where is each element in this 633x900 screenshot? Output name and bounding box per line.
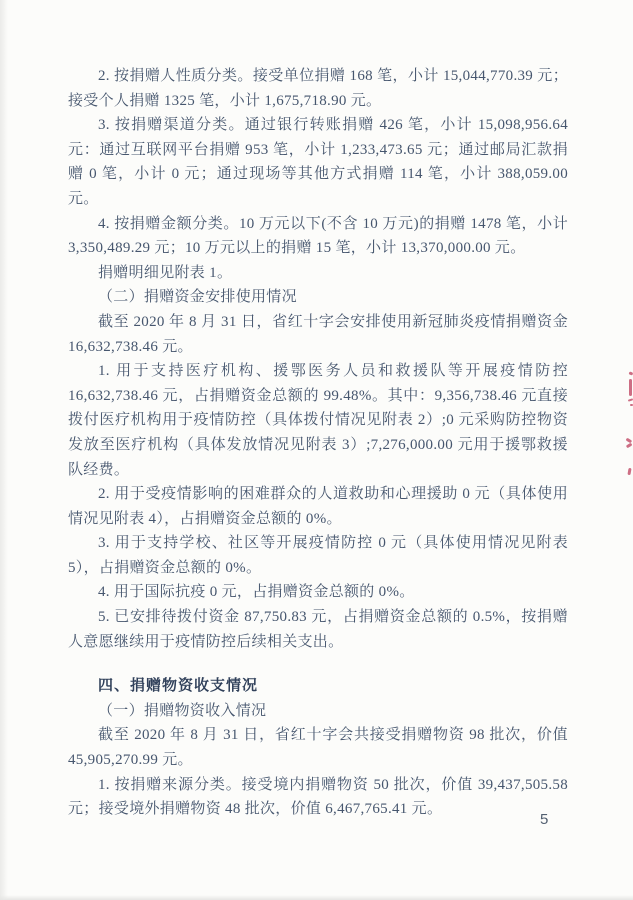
para-donation-channel: 3. 按捐赠渠道分类。通过银行转账捐赠 426 笔，小计 15,098,956.64 元：通过互联网平台捐赠 953 笔，小计 1,233,473.65 元；通过邮局汇款捐赠 0 笔，小计 0 元；通过现场等其他方式捐赠 114 笔，小计 388,059.00 元。 xyxy=(68,117,568,207)
para-usage-item-1: 1. 用于支持医疗机构、援鄂医务人员和救援队等开展疫情防控 16,632,738.46 元，占捐赠资金总额的 99.48%。其中：9,356,738.46 元直接拨付医疗机构用于疫情防控（具体拨付情况见附表 2）;0 元采购防控物资发放至医疗机构（具体发放情况见附表 3）;7,276,000.00 元用于援鄂救援队经费。 xyxy=(68,363,568,478)
page-number: 5 xyxy=(540,811,549,828)
para-detail-note: 捐赠明细见附表 1。 xyxy=(98,264,233,281)
red-ink-mark xyxy=(629,371,633,375)
red-ink-mark xyxy=(626,438,632,443)
document-body xyxy=(68,64,568,822)
red-ink-mark xyxy=(626,443,632,448)
para-donor-nature: 2. 按捐赠人性质分类。接受单位捐赠 168 笔，小计 15,044,770.39 元；接受个人捐赠 1325 笔，小计 1,675,718.90 元。 xyxy=(68,68,568,109)
para-usage-item-5: 5. 已安排待拨付资金 87,750.83 元，占捐赠资金总额的 0.5%，按捐赠人意愿继续用于疫情防控后续相关支出。 xyxy=(68,609,568,650)
scan-edge-left xyxy=(0,0,8,900)
red-ink-mark xyxy=(628,398,633,401)
para-usage-item-4: 4. 用于国际抗疫 0 元，占捐赠资金总额的 0%。 xyxy=(98,584,415,601)
red-ink-mark xyxy=(629,379,632,396)
para-materials-source: 1. 按捐赠来源分类。接受境内捐赠物资 50 批次，价值 39,437,505.58 元；接受境外捐赠物资 48 批次，价值 6,467,765.41 元。 xyxy=(68,776,568,818)
section-heading-materials: 四、捐赠物资收支情况 xyxy=(98,678,259,695)
para-materials-summary: 截至 2020 年 8 月 31 日，省红十字会共接受捐赠物资 98 批次，价值 45,905,270.99 元。 xyxy=(68,727,568,769)
red-ink-mark xyxy=(627,468,631,475)
para-funds-usage-summary: 截至 2020 年 8 月 31 日，省红十字会安排使用新冠肺炎疫情捐赠资金 16,632,738.46 元。 xyxy=(68,313,568,355)
subsection-heading-funds-usage: （二）捐赠资金安排使用情况 xyxy=(98,289,297,306)
scan-edge-bottom xyxy=(0,895,633,900)
para-usage-item-2: 2. 用于受疫情影响的困难群众的人道救助和心理援助 0 元（具体使用情况见附表 4），占捐赠资金总额的 0%。 xyxy=(68,486,568,527)
para-donation-amount: 4. 按捐赠金额分类。10 万元以下(不含 10 万元)的捐赠 1478 笔，小计 3,350,489.29 元；10 万元以上的捐赠 15 笔，小计 13,370,000.00 元。 xyxy=(68,215,568,257)
subsection-heading-materials-income: （一）捐赠物资收入情况 xyxy=(98,702,267,719)
para-usage-item-3: 3. 用于支持学校、社区等开展疫情防控 0 元（具体使用情况见附表 5），占捐赠资金总额的 0%。 xyxy=(68,535,568,576)
